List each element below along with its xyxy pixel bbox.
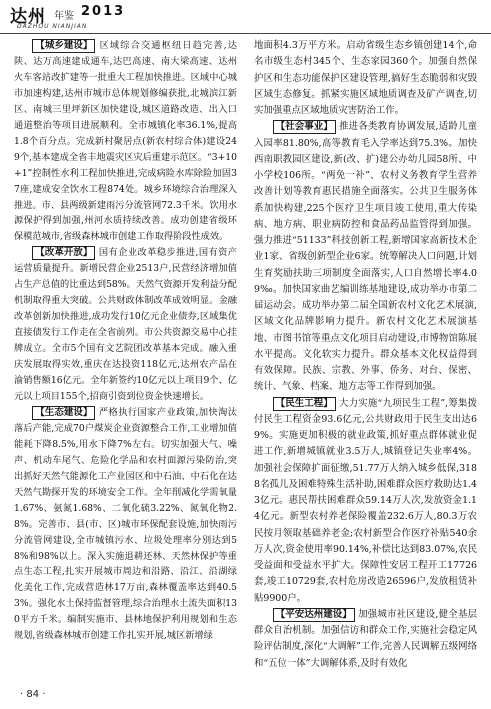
section-body: 地面积4.3万平方米。启动省级生态乡镇创建14个,命名市级生态村345个、生态家园360个。加强自然保护区和生态功能保护区建设管理,搞好生态脆弱和灾毁区域生态修复。抓紧实施区域地质调查及矿产调查,切实加强重点区域地质灾害防治工作。 bbox=[254, 40, 477, 116]
section-tag: 【平安达州建设】 bbox=[273, 608, 355, 622]
section-urban-rural bbox=[14, 38, 237, 245]
section-safety bbox=[254, 607, 477, 672]
page-number: · 84 · bbox=[20, 689, 46, 700]
section-ecology-continued bbox=[254, 38, 477, 119]
left-column bbox=[14, 38, 237, 644]
yearbook-label: 年鉴 bbox=[54, 11, 74, 22]
section-tag: 【社会事业】 bbox=[273, 120, 336, 134]
section-body: 区域综合交通枢纽日趋完善,达陕、达万高速建成通车,达巴高速、南大梁高速、达州火车客站改扩建等一批重大工程加快推进。区域中心城市加速构建,达州市城市总体规划修编获批,北城滨江新区、南城三里坪新区加快建设,城区道路改造、出入口通道整治等项目进展顺利。全市城镇化率36.1%,提高1.8个百分点。完成新村聚居点(新农村综合体)建设249个,基本建成全省丰地震灾区灾后重建示范区。“3+10+1”控制性水利工程加快推进,完成病险水库除险加固37座,建成安全饮水工程874处。城乡环境综合治理深入推进。市、县两级新建雨污分流管网72.3千米。饮用水源保护得到加强,州河水质持续改善。成功创建省级环保模范城市,省级森林城市创建工作取得阶段性成效。 bbox=[14, 40, 237, 243]
section-body: 大力实施“九项民生工程”,筹集拨付民生工程资金93.6亿元,公共财政用于民生支出达69%。实施更加积极的就业政策,抓好重点群体就业促进工作,新增城镇就业3.5万人,城镇登记失业率4%。加强社会保障扩面征缴,51.77万人纳入城乡低保,3188名孤儿及困难特殊生活补助,困难群众医疗救助达1.43亿元。惠民帮扶困难群众59.14万人次,发放资金1.14亿元。新型农村养老保险覆盖232.6万人,80.3万农民按月领取基础养老金;农村新型合作医疗补贴540余万人次,资金使用率90.14%,补偿比达到83.07%,农民受益面和受益水平扩大。保障性安居工程开工17726套,竣工10729套,农村危房改造26596户,发放租赁补贴9900户。 bbox=[254, 397, 477, 604]
right-column bbox=[254, 38, 477, 672]
section-body: 推进各类教育协调发展,适龄儿童入园率81.80%,高等教育毛入学率达到75.3%。加快西南职教园区建设,新(改、扩)建公办幼儿园58所、中小学校106所。“两免一补”、农村义务教育学生营养改善计划等教育惠民措施全面落实。公共卫生服务体系加快构建,225个医疗卫生项目竣工使用,重大传染病、地方病、职业病防控和食品药品监管得到加强。强力推进“51133”科技创新工程,新增国家高新技术企业1家、省级创新型企业6家。统筹解决人口问题,计划生育奖励扶助三项制度全面落实,人口自然增长率4.09‰。加快国家曲艺编训练基地建设,成功举办市第二届运动会。成功举办第二届全国新农村文化艺术展演,区域文化品牌影响力提升。新农村文化艺术展演基地、市图书馆等重点文化项目启动建设,市博物馆陈展水平提高。文化软实力提升。群众基本文化权益得到有效保障。民族、宗教、外事、侨务、对台、保密、统计、气象、档案、地方志等工作得到加强。 bbox=[254, 121, 477, 393]
yearbook-year: 2013 bbox=[81, 4, 126, 19]
section-body: 国有企业改革稳步推进,国有资产运营质量提升。新增民营企业2513户,民营经济增加值占生产总值的比重达到58%。天然气资源开发利益分配机制取得重大突破。公共财政体制改革成效明显。金融改革创新加快推进,成功发行10亿元企业债券,区域集优直接债发行工作走在全省前列。市公共资源交易中心挂牌成立。全市5个国有文艺院团改革基本完成。融入重庆发展取得实效,重庆在达投资118亿元,达州农产品在渝销售额16亿元。全年新签约10亿元以上项目9个、亿元以上项目155个,招商引资到位资金快速增长。 bbox=[14, 247, 237, 402]
section-ecology bbox=[14, 405, 237, 644]
section-body: 严格执行国家产业政策,加快淘汰落后产能,完成70户煤炭企业资源整合工作,工业增加值能耗下降8.5%,用水下降7%左右。切实加强大气、噪声、机动车尾气、危险化学品和农村面源污染防治,突出抓好天然气能源化工产业园区和中石油、中石化在达天然气勘探开发的环境安全工作。全年削减化学需氧量1.67%、氨氮1.68%、二氧化硫3.22%、氮氧化物2.8%。完善市、县(市、区)城市环保配套设施,加快雨污分流管网建设,全市城镇污水、垃圾处理率分别达到58%和98%以上。深入实施退耕还林、天然林保护等重点生态工程,扎实开展城市周边和沿路、沿江、沿湖绿化美化工作,完成营造林17万亩,森林覆盖率达到40.53%。强化水土保持监督管理,综合治理水土流失面积130平方千米。编制实施市、县林地保护利用规划和生态规划,省级森林城市创建工作扎实开展,城区新增绿 bbox=[14, 406, 237, 642]
yearbook-title: 达州 bbox=[10, 7, 46, 27]
section-social bbox=[254, 119, 477, 395]
section-tag: 【生态建设】 bbox=[32, 406, 95, 420]
section-tag: 【城乡建设】 bbox=[32, 39, 95, 53]
section-body: 加强城市社区建设,健全基层群众自治机制。加强信访和群众工作,实施社会稳定风险评估制度,深化“大调解”工作,完善人民调解五级网络和“五位一体”大调解体系,及时有效化 bbox=[254, 608, 477, 669]
page-header bbox=[0, 0, 491, 34]
section-livelihood bbox=[254, 396, 477, 607]
section-reform bbox=[14, 245, 237, 405]
section-tag: 【民生工程】 bbox=[273, 397, 336, 411]
header-divider bbox=[0, 33, 491, 34]
section-tag: 【改革开放】 bbox=[32, 246, 95, 260]
yearbook-pinyin: DAZHOU NIANJIAN bbox=[17, 23, 88, 30]
